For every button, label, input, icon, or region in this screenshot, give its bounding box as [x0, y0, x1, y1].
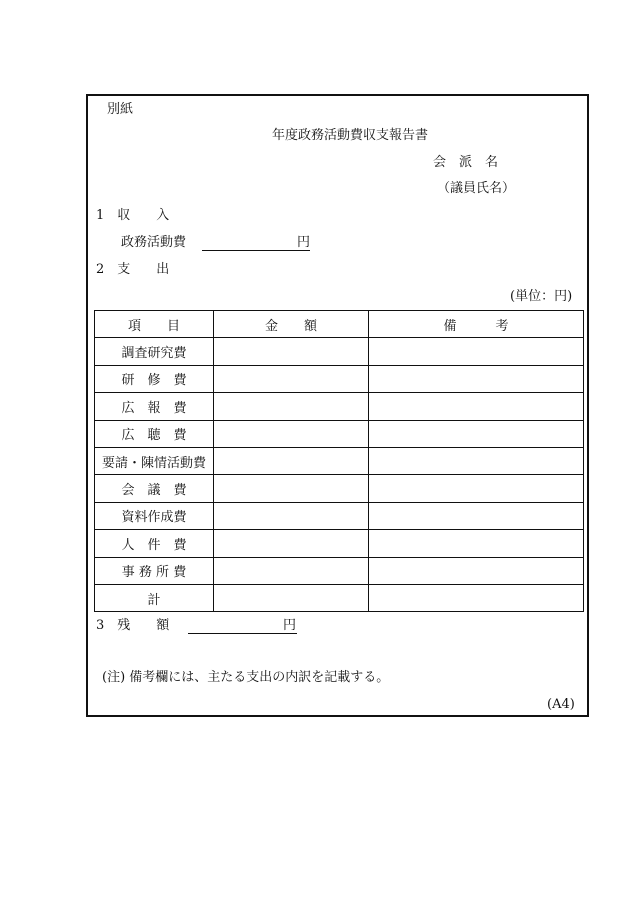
row-label: 広 報 費	[95, 393, 214, 420]
table-row	[95, 557, 584, 584]
table-row	[95, 338, 584, 365]
table-row	[95, 365, 584, 392]
amount-cell[interactable]	[214, 530, 369, 557]
remarks-cell[interactable]	[369, 475, 584, 502]
remarks-cell[interactable]	[369, 502, 584, 529]
amount-cell[interactable]	[214, 502, 369, 529]
remarks-cell[interactable]	[369, 530, 584, 557]
amount-cell[interactable]	[214, 475, 369, 502]
expense-table	[94, 310, 584, 612]
income-item-label: 政務活動費	[121, 235, 187, 250]
member-name-label: （議員氏名）	[437, 181, 516, 196]
remarks-cell[interactable]	[369, 338, 584, 365]
remarks-cell[interactable]	[369, 420, 584, 447]
header-amount: 金 額	[214, 311, 369, 338]
income-unit: 円	[297, 235, 311, 250]
footnote: (注) 備考欄には、主たる支出の内訳を記載する。	[102, 670, 390, 685]
faction-name-label: 会 派 名	[433, 155, 499, 170]
row-label: 会 議 費	[95, 475, 214, 502]
income-heading: 1 収 入	[96, 208, 170, 223]
amount-cell[interactable]	[214, 420, 369, 447]
amount-cell[interactable]	[214, 557, 369, 584]
row-label: 人 件 費	[95, 530, 214, 557]
amount-cell[interactable]	[214, 447, 369, 474]
income-amount-field[interactable]	[202, 235, 310, 251]
unit-note: (単位：円)	[510, 289, 573, 304]
table-total-row	[95, 584, 584, 611]
table-row	[95, 447, 584, 474]
balance-heading: 3 残 額	[96, 618, 170, 633]
remarks-cell[interactable]	[369, 393, 584, 420]
document-title: 年度政務活動費収支報告書	[272, 128, 429, 143]
table-header-row	[95, 311, 584, 338]
amount-cell[interactable]	[214, 338, 369, 365]
remarks-cell[interactable]	[369, 557, 584, 584]
table-row	[95, 393, 584, 420]
amount-cell[interactable]	[214, 365, 369, 392]
row-label: 調査研究費	[95, 338, 214, 365]
remarks-cell[interactable]	[369, 447, 584, 474]
row-label: 研 修 費	[95, 365, 214, 392]
table-row	[95, 475, 584, 502]
table-row	[95, 530, 584, 557]
row-label: 要請・陳情活動費	[95, 447, 214, 474]
row-label-total: 計	[95, 584, 214, 611]
report-form	[86, 94, 589, 717]
row-label: 広 聴 費	[95, 420, 214, 447]
row-label: 事 務 所 費	[95, 557, 214, 584]
remarks-cell[interactable]	[369, 584, 584, 611]
row-label: 資料作成費	[95, 502, 214, 529]
remarks-cell[interactable]	[369, 365, 584, 392]
amount-cell[interactable]	[214, 584, 369, 611]
expense-heading: 2 支 出	[96, 262, 170, 277]
balance-amount-field[interactable]	[188, 618, 297, 634]
balance-unit: 円	[283, 618, 297, 633]
table-row	[95, 502, 584, 529]
table-row	[95, 420, 584, 447]
amount-cell[interactable]	[214, 393, 369, 420]
paper-size-label: (A4)	[547, 697, 575, 712]
header-remarks: 備 考	[369, 311, 584, 338]
attachment-label: 別紙	[107, 102, 134, 117]
header-item: 項 目	[95, 311, 214, 338]
